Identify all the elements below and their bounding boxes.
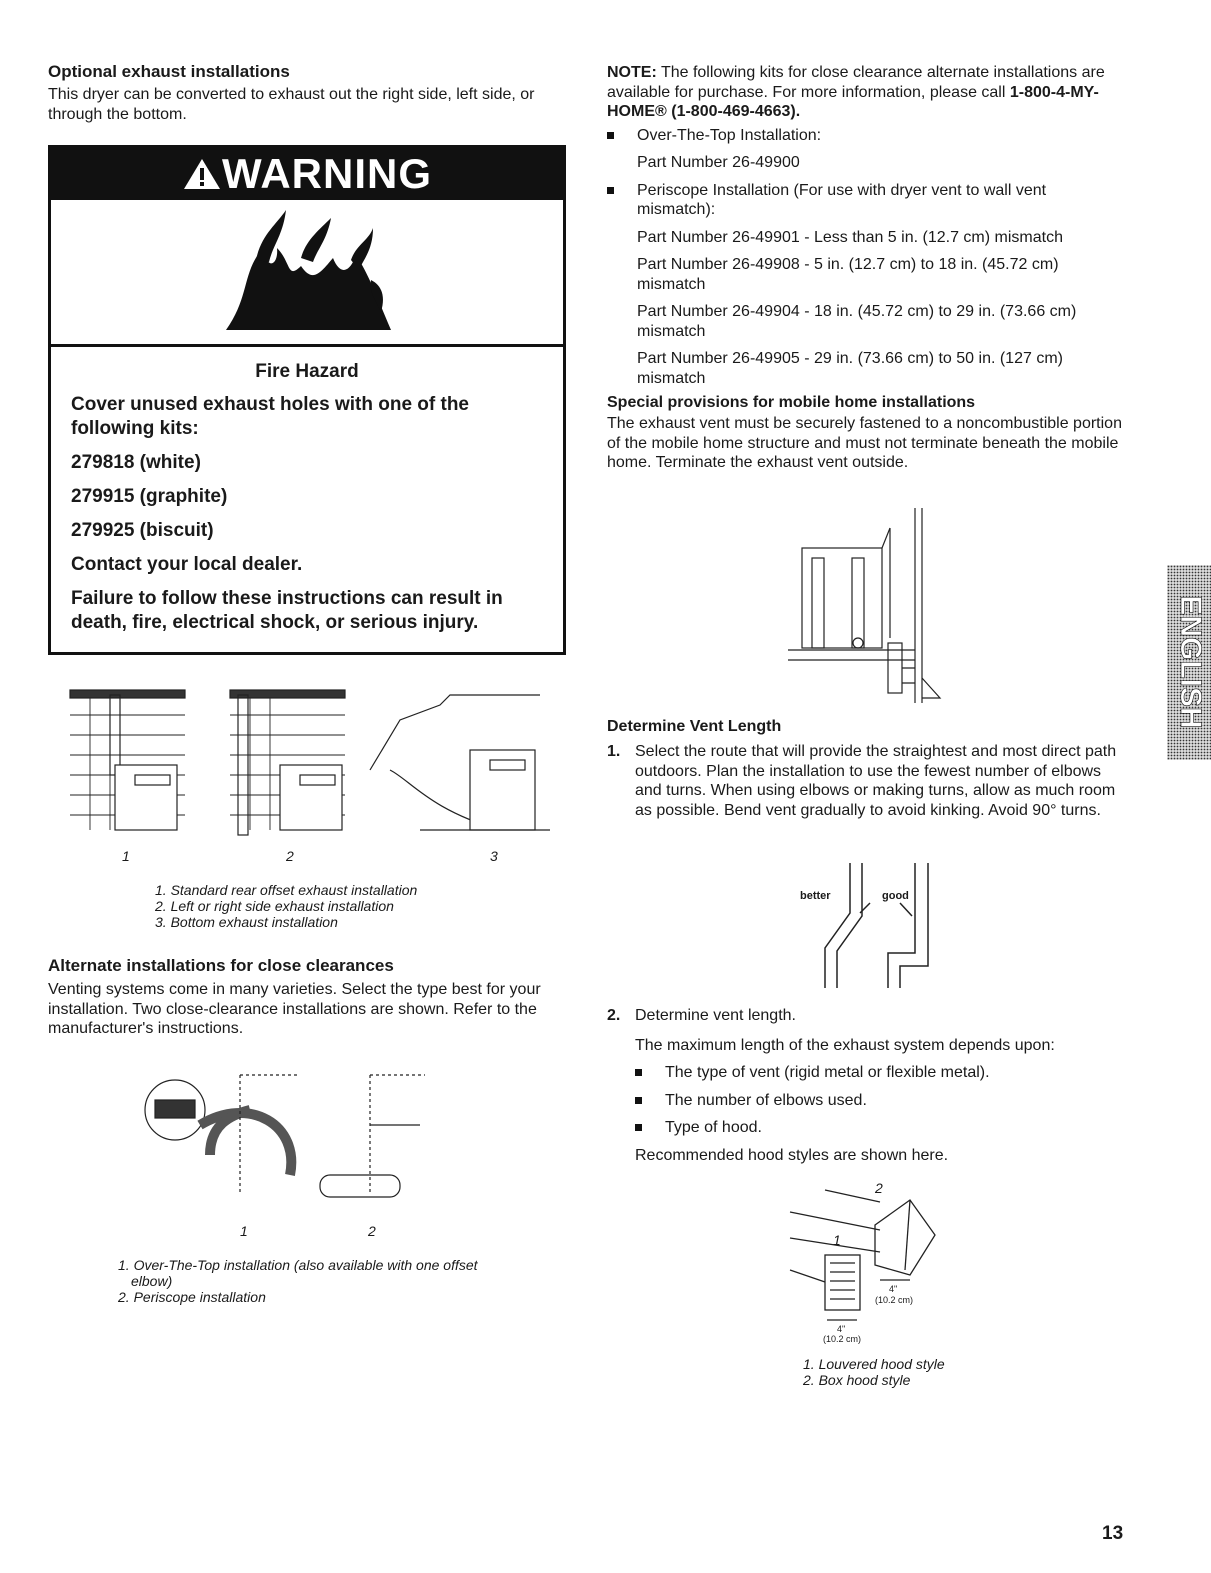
step-1: [607, 742, 1127, 820]
hood-captions: [803, 1356, 1003, 1388]
optional-text: This dryer can be converted to exhaust out the right side, left side, or through the bottom.: [48, 86, 535, 123]
step-2: [607, 1006, 1127, 1165]
page-number: 13: [1102, 1523, 1124, 1544]
kit-item: [607, 181, 1127, 389]
alternate-title: Alternate installations for close clearances: [48, 956, 394, 975]
mobile-title: Special provisions for mobile home installations: [607, 394, 976, 411]
figure-label: 2: [368, 1223, 376, 1239]
figure-label: 1: [122, 848, 130, 864]
caption: 2. Left or right side exhaust installation: [155, 898, 394, 914]
mobile-text: The exhaust vent must be securely fastened to a noncombustible portion of the mobile home structure and must not terminate beneath the mobile home. Terminate the exhaust vent outside.: [607, 415, 1122, 471]
step-text: Select the route that will provide the straightest and most direct path outdoors. Plan the installation to use the fewest number of elbows and turns. When using elbows or making turns, allow as much room as possible. Bend vent gradually to avoid kinking. Avoid 90° turns.: [635, 743, 1117, 819]
figure-captions: [118, 1257, 498, 1305]
hood-label: 2: [875, 1180, 883, 1196]
dryer-installations-illustration: [60, 680, 560, 840]
caption: 1. Louvered hood style: [803, 1356, 945, 1372]
warning-line: Contact your local dealer.: [71, 554, 303, 575]
flame-icon: [51, 200, 563, 344]
caption: 2. Box hood style: [803, 1372, 911, 1388]
hood-dimension-cm: (10.2 cm): [875, 1295, 914, 1305]
kit-title: Periscope Installation (For use with dryer vent to wall vent mismatch):: [637, 181, 1047, 218]
alert-triangle-icon: [182, 157, 222, 191]
part-number: Part Number 26-49901 - Less than 5 in. (12.7 cm) mismatch: [637, 228, 1063, 246]
note-text: The following kits for close clearance alternate installations are available for purchase. For more information, please call: [607, 64, 1105, 101]
optional-title: Optional exhaust installations: [48, 62, 290, 81]
mobile-home-illustration: [780, 508, 960, 708]
step-text: Determine vent length.: [635, 1007, 796, 1024]
hood-dimension-cm: (10.2 cm): [823, 1334, 862, 1344]
language-tab-graphic: [1161, 565, 1211, 760]
close-clearance-illustration: [140, 1065, 440, 1225]
mobile-home-figure: [780, 508, 960, 708]
warning-line: Cover unused exhaust holes with one of the following kits:: [71, 394, 469, 439]
vent-length-section: [607, 718, 1127, 820]
part-number: Part Number 26-49905 - 29 in. (73.66 cm) to 50 in. (127 cm) mismatch: [637, 350, 1063, 387]
close-clearance-figure: [140, 1065, 440, 1245]
hood-dimension: 4": [889, 1284, 898, 1294]
caption: 3. Bottom exhaust installation: [155, 914, 338, 930]
warning-box: [48, 145, 566, 655]
hood-text: Recommended hood styles are shown here.: [635, 1146, 949, 1164]
kit-item: [607, 126, 1127, 173]
warning-line: 279925 (biscuit): [71, 520, 214, 541]
warning-header: [51, 148, 563, 200]
kit-list: [607, 126, 1127, 389]
warning-line: Failure to follow these instructions can result in death, fire, electrical shock, or serious injury.: [71, 588, 503, 633]
language-tab: [1161, 565, 1211, 760]
step-number: 2.: [607, 1007, 621, 1024]
part-number: Part Number 26-49908 - 5 in. (12.7 cm) to 18 in. (45.72 cm) mismatch: [637, 256, 1059, 293]
good-label: good: [882, 890, 909, 902]
factor-item: The type of vent (rigid metal or flexible metal).: [635, 1063, 1127, 1083]
caption: 2. Periscope installation: [118, 1289, 266, 1305]
better-label: better: [800, 890, 831, 902]
warning-title: WARNING: [222, 150, 432, 197]
warning-body: [51, 347, 563, 635]
language-tab-label: ENGLISH: [1174, 595, 1208, 729]
part-number: Part Number 26-49900: [637, 154, 800, 171]
warning-line: 279818 (white): [71, 452, 201, 473]
phone-number: 1-800-4-MY-HOME® (1-800-469-4663).: [607, 83, 1099, 120]
note-section: [607, 63, 1127, 473]
part-number: Part Number 26-49904 - 18 in. (45.72 cm) to 29 in. (73.66 cm) mismatch: [637, 303, 1077, 340]
factor-list: [635, 1063, 1127, 1138]
note-label: NOTE:: [607, 64, 657, 81]
warning-line: 279915 (graphite): [71, 486, 228, 507]
vent-routes-illustration: [800, 858, 950, 998]
alternate-installations-section: [48, 956, 573, 1039]
hood-dimension: 4": [837, 1324, 846, 1334]
factor-item: Type of hood.: [635, 1118, 1127, 1138]
kit-title: Over-The-Top Installation:: [637, 126, 822, 144]
figure-captions: [155, 882, 485, 930]
caption: 1. Over-The-Top installation (also available with one offset elbow): [118, 1257, 478, 1289]
step-number: 1.: [607, 743, 621, 760]
hood-label: 1: [833, 1232, 841, 1248]
vent-length-title: Determine Vent Length: [607, 718, 782, 735]
step-2-section: [607, 1006, 1127, 1165]
figure-label: 3: [490, 848, 498, 864]
alternate-text: Venting systems come in many varieties. Select the type best for your installation. Two close-clearance installations are shown. Refer to the manufacturer's instructions.: [48, 981, 541, 1037]
hood-styles-illustration: [785, 1180, 960, 1345]
hazard-label: Fire Hazard: [255, 361, 359, 382]
step-subtext: The maximum length of the exhaust system depends upon:: [635, 1036, 1055, 1054]
exhaust-installations-figure: [60, 680, 560, 870]
figure-label: 1: [240, 1223, 248, 1239]
figure-label: 2: [286, 848, 294, 864]
factor-item: The number of elbows used.: [635, 1091, 1127, 1111]
fire-hazard-image: [51, 200, 563, 347]
better-good-figure: [800, 858, 950, 998]
optional-exhaust-section: [48, 62, 568, 124]
hood-styles-figure: [785, 1180, 960, 1345]
caption: 1. Standard rear offset exhaust installation: [155, 882, 418, 898]
